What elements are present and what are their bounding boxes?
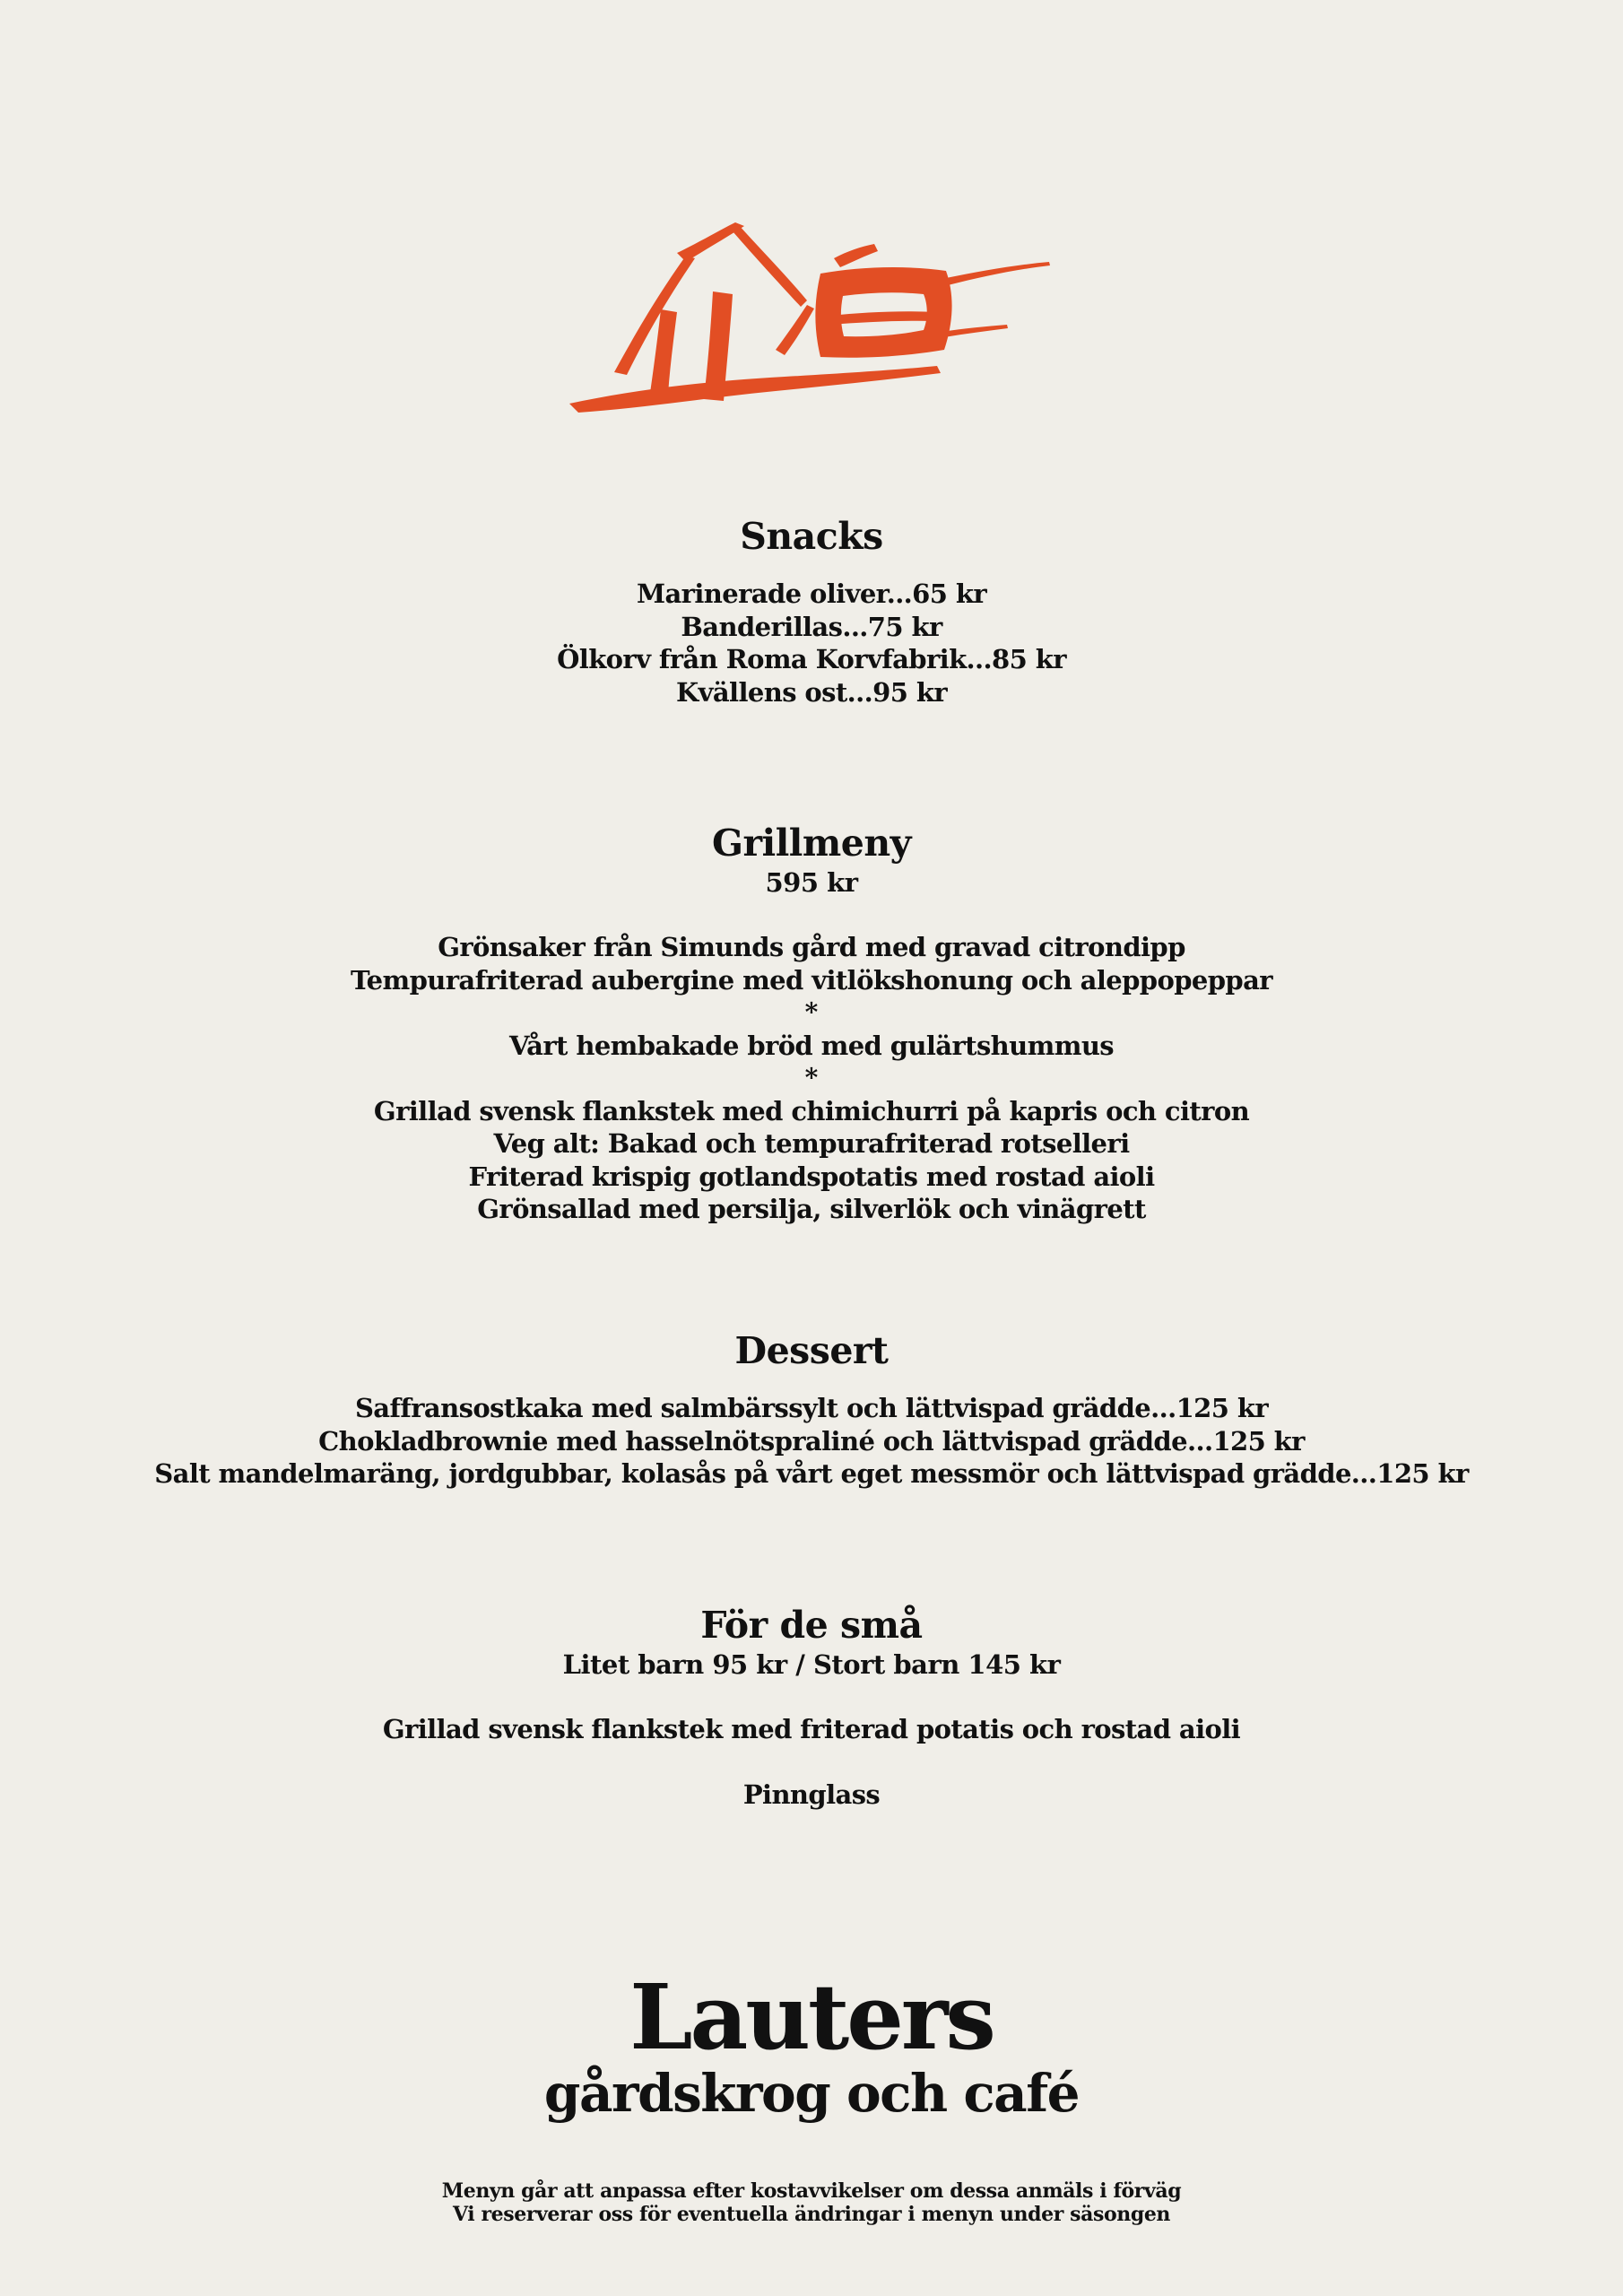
section-title-grillmeny: Grillmeny [712,822,911,865]
menu-item: Ölkorv från Roma Korvfabrik...85 kr [557,644,1066,674]
section-title-dessert: Dessert [734,1329,889,1372]
footer-notes [0,2179,1623,2226]
menu-item: Grillad svensk flankstek med friterad potatis och rostad aioli [382,1714,1241,1744]
menu-item: Friterad krispig gotlandspotatis med rostad aioli [468,1161,1155,1192]
menu-item: Pinnglass [742,1779,881,1810]
menu-item: Saffransostkaka med salmbärssylt och lättvispad grädde...125 kr [354,1393,1269,1423]
menu-item: Salt mandelmaräng, jordgubbar, kolasås på vårt eget messmör och lättvispad grädde...125 kr [154,1458,1469,1489]
separator-star: * [804,1063,819,1092]
menu-item: Grönsaker från Simunds gård med gravad citrondipp [438,932,1185,962]
menu-item: Marinerade oliver...65 kr [636,578,987,609]
menu-item: Kvällens ost...95 kr [675,676,948,708]
menu-item: Grillad svensk flankstek med chimichurri på kapris och citron [373,1095,1250,1126]
grill-price: 595 kr [765,867,858,898]
grill-section [0,820,1623,1226]
menu-item: Veg alt: Bakad och tempurafriterad rotselleri [493,1128,1130,1159]
separator-star: * [804,997,819,1027]
footer-note: Menyn går att anpassa efter kostavvikelser om dessa anmäls i förväg [441,2179,1182,2203]
footer-note: Vi reserverar oss för eventuella ändringar i menyn under säsongen [452,2203,1171,2226]
menu-item: Vårt hembakade bröd med gulärtshummus [508,1030,1115,1061]
snacks-section [0,513,1623,709]
kids-price: Litet barn 95 kr / Stort barn 145 kr [562,1649,1061,1680]
section-title-snacks: Snacks [740,515,883,558]
brand-name: Lauters [629,1964,994,2070]
painted-house-logo-icon [560,215,1063,422]
brand-subtitle: gårdskrog och café [543,2063,1080,2124]
menu-item: Chokladbrownie med hasselnötspraliné och lättvispad grädde...125 kr [318,1425,1305,1457]
section-title-kids: För de små [700,1604,923,1647]
menu-item: Banderillas...75 kr [681,611,942,642]
dessert-section [0,1327,1623,1491]
brand-block [0,1964,1623,2124]
kids-section [0,1602,1623,1811]
menu-item: Grönsallad med persilja, silverlök och vinägrett [477,1194,1146,1224]
menu-item: Tempurafriterad aubergine med vitlökshonung och aleppopeppar [351,964,1272,996]
